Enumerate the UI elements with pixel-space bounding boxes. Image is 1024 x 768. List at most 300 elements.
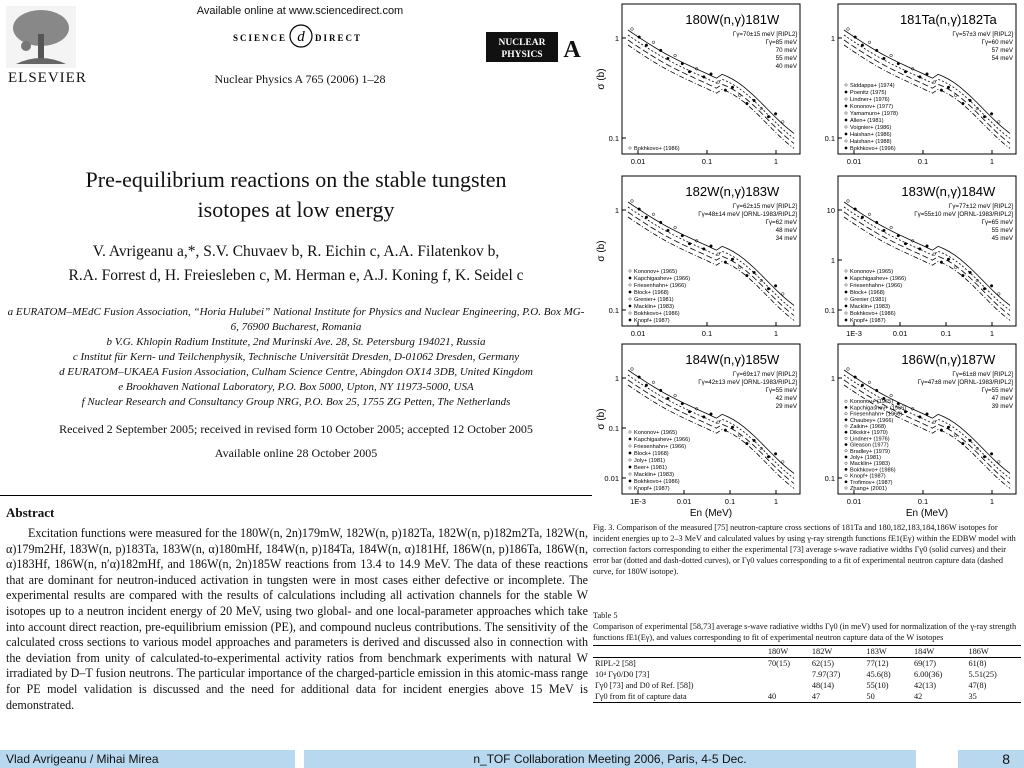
data-point — [983, 455, 986, 458]
data-point — [875, 221, 878, 224]
data-point — [904, 70, 907, 73]
data-point — [753, 99, 756, 102]
x-tick-label: 0.01 — [846, 157, 862, 166]
elsevier-tree-logo — [6, 6, 76, 68]
data-point — [738, 94, 741, 97]
experiment-legend-entry: Friesenhahn+ (1966) — [850, 411, 903, 418]
calculated-curve — [628, 40, 794, 143]
x-tick-label: 1 — [989, 497, 995, 506]
y-axis-label-row-1: σ (b) — [596, 68, 607, 90]
authors-line1: V. Avrigeanu a,*, S.V. Chuvaev b, R. Eichin c, A.A. Filatenkov b, — [92, 243, 500, 260]
data-point — [667, 397, 670, 400]
table-5-col-3: 183W — [864, 646, 912, 658]
experiment-legend-entry: Kononov+ (1965) — [634, 430, 678, 436]
data-point — [717, 421, 720, 424]
data-point — [883, 57, 886, 60]
journal-reference: Nuclear Physics A 765 (2006) 1–28 — [214, 72, 386, 86]
y-tick-label: 10 — [826, 206, 835, 215]
x-tick-label: 1 — [989, 157, 995, 166]
experiment-legend-entry: Friesenhahn+ (1966) — [634, 283, 687, 289]
data-point — [847, 200, 850, 203]
data-point — [638, 376, 641, 379]
x-tick-label: 0.1 — [701, 157, 713, 166]
x-tick-label: 1E-3 — [846, 329, 862, 338]
data-point — [926, 73, 929, 76]
experiment-legend-entry: Grenier (1981) — [850, 297, 887, 303]
data-point — [681, 62, 684, 65]
table-5-label: Table 5 — [593, 611, 618, 620]
gamma-legend-entry: Γγ=55 meV — [765, 387, 797, 394]
gamma-legend-entry: Γγ=48±14 meV [ORNL-1983/RIPL2] — [698, 211, 797, 218]
data-point — [724, 429, 727, 432]
table-5-col-2: 182W — [810, 646, 865, 658]
affiliation-e: e Brookhaven National Laboratory, P.O. Box 5000, Upton, NY 11973-5000, USA — [118, 381, 474, 393]
data-point — [638, 36, 641, 39]
affiliation-f: f Nuclear Research and Consultancy Group NRG, P.O. Box 25, 1755 ZG Petten, The Netherlands — [81, 396, 511, 408]
data-point — [933, 421, 936, 424]
gamma-legend-entry: 45 meV — [991, 235, 1013, 242]
experiment-legend-entry: Kononov+ (1965) — [850, 399, 894, 406]
data-point — [868, 381, 871, 384]
data-point — [674, 226, 677, 229]
paper-authors — [0, 240, 592, 288]
y-tick-label: 1 — [830, 34, 835, 43]
data-point — [645, 216, 648, 219]
data-point — [890, 394, 893, 397]
data-point — [890, 54, 893, 57]
table-5-col-4: 184W — [912, 646, 967, 658]
gamma-legend-entry: 55 meV — [775, 55, 797, 62]
experiment-legend-entry: Kononov+ (1965) — [634, 269, 678, 275]
table-5-col-1: 180W — [766, 646, 810, 658]
gamma-legend-entry: 57 meV — [991, 47, 1013, 54]
data-point — [940, 261, 943, 264]
data-point — [861, 44, 864, 47]
gamma-legend-entry: Γγ=55±10 meV [ORNL-1983/RIPL2] — [914, 211, 1013, 218]
data-point — [890, 226, 893, 229]
gamma-legend-entry: Γγ=85 meV — [765, 39, 797, 46]
data-point — [703, 416, 706, 419]
data-point — [774, 113, 777, 116]
x-tick-label: 1 — [773, 157, 779, 166]
y-tick-label: 0.1 — [824, 474, 835, 483]
experiment-legend-entry: Chaubey+ (1966) — [850, 417, 894, 424]
data-point — [688, 410, 691, 413]
experiment-legend-entry: Kapchigashev+ (1966) — [634, 437, 691, 443]
data-point — [674, 394, 677, 397]
panel-title: 180W(n,γ)181W — [685, 12, 780, 27]
data-point — [847, 368, 850, 371]
data-point — [854, 36, 857, 39]
available-online-date: Available online 28 October 2005 — [214, 446, 378, 460]
y-tick-label: 0.01 — [604, 474, 619, 483]
y-axis-label-row-2: σ (b) — [596, 240, 607, 262]
y-tick-label: 0.1 — [608, 424, 619, 433]
experiment-legend-entry: Kapchigashev+ (1966) — [850, 276, 907, 282]
gamma-legend-entry: Γγ=55 meV — [981, 387, 1013, 394]
experiment-legend-entry: Siddappa+ (1974) — [850, 83, 895, 89]
publisher-name: ELSEVIER — [8, 70, 87, 86]
experiment-legend-entry: Block+ (1968) — [634, 290, 669, 296]
paper-title — [0, 165, 592, 225]
data-point — [638, 208, 641, 211]
data-point — [954, 266, 957, 269]
received-dates: Received 2 September 2005; received in revised form 10 October 2005; accepted 12 October 2005 — [59, 422, 533, 436]
data-point — [703, 76, 706, 79]
data-point — [659, 49, 662, 52]
panel-title: 186W(n,γ)187W — [901, 352, 996, 367]
data-point — [674, 54, 677, 57]
table-5-header-row — [593, 646, 1021, 658]
data-point — [983, 115, 986, 118]
gamma-legend-entry: Γγ=57±3 meV [RIPL2] — [952, 31, 1013, 38]
calculated-curve — [628, 35, 794, 138]
data-point — [969, 99, 972, 102]
table-row: 10⁴ Γγ0/D0 [73] 7.97(37) 45.6(8) 6.00(36) 5.51(25) — [595, 670, 997, 679]
data-point — [681, 234, 684, 237]
table-5-col-0 — [593, 646, 766, 658]
experiment-legend-entry: Bradley+ (1979) — [850, 448, 890, 455]
data-point — [724, 261, 727, 264]
data-point — [738, 434, 741, 437]
gamma-legend-entry: 29 meV — [775, 403, 797, 410]
affiliation-a: a EURATOM–MEdC Fusion Association, “Horia Hulubei” National Institute for Physics and Nuclear Engineering, P.O. Box MG-6, 76900 Bucharest, Romania — [7, 306, 585, 333]
x-tick-label: 1E-3 — [630, 497, 646, 506]
experiment-legend-entry: Knopf+ (1987) — [850, 318, 886, 324]
experiment-legend-entry: Poenitz (1975) — [850, 90, 887, 96]
experiment-legend-entry: Macklin+ (1983) — [634, 472, 674, 478]
table-5-caption: Comparison of experimental [58,73] average s-wave radiative widths Γγ0 (in meV) used for normalization of the γ-ray strength functions fE1(Eγ), and values corresponding to fit of experimental neutron capture data of the W isotopes — [593, 622, 1017, 642]
x-tick-label: 0.1 — [917, 497, 929, 506]
data-point — [998, 293, 1001, 296]
data-point — [919, 416, 922, 419]
data-point — [652, 213, 655, 216]
gamma-legend-entry: Γγ=62 meV — [765, 219, 797, 226]
nuclear-physics-logo — [486, 30, 586, 64]
data-point — [998, 461, 1001, 464]
data-point — [710, 413, 713, 416]
experiment-legend-entry: Lindner+ (1976) — [850, 97, 890, 103]
experiment-legend-entry: Knopf+ (1987) — [634, 318, 670, 324]
data-point — [767, 287, 770, 290]
abstract-body: Excitation functions were measured for the 180W(n, 2n)179mW, 182W(n, p)182Ta, 182W(n, p)182m2Ta, 182W(n, α)179m2Hf, 183W(n, p)183Ta, 183W(n, α)180mHf, 184W(n, p)184Ta, 184W(n, α)181Hf, 186W(n, p)186Ta, 186W(n, α)183Hf, 186W(n, n′α)182mHf, and 186W(n, 2n)185W reactions from 13.4 to 14.9 MeV. The data of these reactions that are dominant for neutron-induced activation in tungsten were in most cases either defective or incomplete. The experimental results are compared with the results of calculations including all activation channels for the stable W isotopes up to a neutron incident energy of 20 MeV, using two global- and one local-parameter approaches which take into account direct reaction, pre-equilibrium emission (PE), and compound nucleus contributions. The sensitivity of the calculated cross sections to various model approaches and parameters is derived and discussed also in connection with the deviation from unity of calculated-to-experimental activity ratios from benchmark experiments with natural W irradiated by D–T fusion neutrons. The particular importance of the charged-particle emission in this atomic-mass range for PE model validation is discussed and the need for additional data for incident energies above 15 MeV is demonstrated. — [6, 526, 588, 712]
experiment-legend-entry: Yamamuro+ (1978) — [850, 111, 898, 117]
experiment-legend-entry: Voignier+ (1986) — [850, 125, 892, 131]
data-point — [919, 248, 922, 251]
authors-line2: R.A. Forrest d, H. Freiesleben c, M. Herman e, A.J. Koning f, K. Seidel c — [68, 267, 524, 284]
gamma-legend-entry: Γγ=69±17 meV [RIPL2] — [732, 371, 797, 378]
journal-header — [0, 0, 592, 90]
panel-4 — [825, 176, 1016, 338]
data-point — [724, 89, 727, 92]
data-point — [861, 384, 864, 387]
data-point — [753, 439, 756, 442]
y-tick-label: 1 — [830, 374, 835, 383]
data-point — [926, 245, 929, 248]
data-point — [782, 461, 785, 464]
experiment-legend-entry: Grenier+ (1981) — [634, 297, 674, 303]
experiment-legend-entry: Knopf+ (1987) — [850, 473, 886, 480]
data-point — [875, 49, 878, 52]
experiment-legend-entry: Zaikin+ (1968) — [850, 424, 886, 430]
table-row: RIPL-2 [58] 70(15) 62(15) 77(12) 69(17) 61(8) — [595, 659, 987, 668]
data-point — [854, 208, 857, 211]
gamma-legend-entry: Γγ=62±15 meV [RIPL2] — [732, 203, 797, 210]
gamma-legend-entry: Γγ=77±12 meV [RIPL2] — [948, 203, 1013, 210]
experiment-legend-entry: Bokhkovo+ (1986) — [634, 311, 680, 317]
data-point — [990, 285, 993, 288]
y-tick-label: 0.1 — [824, 306, 835, 315]
data-point — [897, 234, 900, 237]
data-point — [652, 381, 655, 384]
data-point — [969, 271, 972, 274]
data-point — [738, 266, 741, 269]
x-tick-label: 0.01 — [892, 329, 908, 338]
data-point — [962, 274, 965, 277]
data-point — [631, 200, 634, 203]
gamma-legend-entry: 54 meV — [991, 55, 1013, 62]
data-point — [631, 28, 634, 31]
experiment-legend-entry: Friesenhahn+ (1966) — [850, 283, 903, 289]
data-point — [710, 73, 713, 76]
gamma-legend-entry: 70 meV — [775, 47, 797, 54]
data-point — [659, 221, 662, 224]
experiment-legend-entry: Macklin+ (1983) — [850, 461, 890, 468]
data-point — [998, 121, 1001, 124]
np-logo-letter: A — [563, 37, 581, 63]
experiment-legend-entry: Friesenhahn+ (1966) — [634, 444, 687, 450]
x-tick-label: 1 — [773, 329, 779, 338]
data-point — [652, 41, 655, 44]
experiment-legend-entry: Haishan+ (1988) — [850, 139, 892, 145]
sd-science-text: SCIENCE — [232, 33, 287, 43]
data-point — [667, 229, 670, 232]
data-point — [947, 426, 950, 429]
paper-title-line2: isotopes at low energy — [197, 197, 395, 222]
data-point — [703, 248, 706, 251]
y-tick-label: 1 — [614, 374, 619, 383]
experiment-legend-entry: Beer+ (1981) — [634, 465, 667, 471]
x-tick-label: 1 — [989, 329, 995, 338]
experiment-legend-entry: Bokhkovo+ (1986) — [634, 146, 680, 152]
footer-page-number: 8 — [958, 750, 1024, 768]
x-tick-label: 0.1 — [701, 329, 713, 338]
sciencedirect-logo — [175, 22, 425, 50]
data-point — [847, 28, 850, 31]
data-point — [731, 258, 734, 261]
svg-text:d: d — [297, 29, 305, 45]
available-online-url: Available online at www.sciencedirect.com — [196, 5, 404, 17]
data-point — [947, 86, 950, 89]
data-point — [645, 44, 648, 47]
table-5-header — [593, 610, 1021, 643]
data-point — [631, 368, 634, 371]
experiment-legend-entry: Bokhkovo+ (1986) — [850, 467, 896, 474]
data-point — [940, 89, 943, 92]
y-tick-label: 0.1 — [608, 306, 619, 315]
table-5-col-5: 186W — [966, 646, 1021, 658]
abstract-text — [6, 526, 588, 713]
data-point — [746, 102, 749, 105]
data-point — [990, 453, 993, 456]
data-point — [731, 86, 734, 89]
y-axis-label-row-3: σ (b) — [596, 408, 607, 430]
affiliations — [4, 305, 588, 410]
affiliation-c: c Institut für Kern- und Teilchenphysik, Technische Universität Dresden, D-01062 Dresden, Germany — [72, 351, 520, 363]
data-point — [933, 253, 936, 256]
gamma-legend-entry: 39 meV — [991, 403, 1013, 410]
data-point — [933, 81, 936, 84]
experiment-legend-entry: Dikskir+ (1970) — [850, 430, 888, 437]
footer-meeting: n_TOF Collaboration Meeting 2006, Paris, 4-5 Dec. — [304, 750, 916, 768]
experiment-legend-entry: Block+ (1968) — [850, 290, 885, 296]
x-tick-label: 0.1 — [724, 497, 736, 506]
gamma-legend-entry: Γγ=42±13 meV [ORNL-1983/RIPL2] — [698, 379, 797, 386]
panel-3 — [609, 176, 800, 338]
data-point — [667, 57, 670, 60]
gamma-legend-entry: Γγ=65 meV — [981, 219, 1013, 226]
figure-3-caption: Fig. 3. Comparison of the measured [75] neutron-capture cross sections of 181Ta and 180,182,183,184,186W isotopes for incident energies up to 2–3 MeV and calculated values by using γ-ray strength functions fE1(Eγ) within the EDBW model with correction factors corresponding to either the experimental [73] average s-wave radiative widths Γγ0 (solid curves) and their error bar (dotted and dash-dotted curves), or Γγ0 values corresponding to a fit of experimental neutron capture data (dashed curve, for 180W isotope). — [593, 523, 1016, 576]
y-tick-label: 1 — [614, 206, 619, 215]
y-tick-label: 1 — [614, 34, 619, 43]
experiment-legend-entry: Trofimov+ (1987) — [850, 479, 893, 486]
experiment-legend-entry: Joly+ (1981) — [850, 455, 881, 461]
abstract-heading: Abstract — [6, 505, 55, 520]
experiment-legend-entry: Bokhkovo+ (1986) — [634, 479, 680, 485]
table-row: Γγ0 [73] and D0 of Ref. [58]) 48(14) 55(10) 42(13) 47(8) — [595, 681, 987, 690]
data-point — [904, 242, 907, 245]
data-point — [645, 384, 648, 387]
experiment-legend-entry: Macklin+ (1983) — [850, 304, 890, 310]
capture-cross-section-panels — [592, 0, 1024, 520]
experiment-legend-entry: Lindner+ (1976) — [850, 436, 890, 443]
gamma-legend-entry: 42 meV — [775, 395, 797, 402]
panel-5 — [604, 344, 800, 506]
gamma-legend-entry: Γγ=47±8 meV [ORNL-1983/RIPL2] — [917, 379, 1013, 386]
x-tick-label: 0.01 — [676, 497, 692, 506]
experiment-legend-entry: Gleason (1977) — [850, 442, 889, 449]
gamma-legend-entry: Γγ=60 meV — [981, 39, 1013, 46]
gamma-legend-entry: 47 meV — [991, 395, 1013, 402]
data-point — [940, 429, 943, 432]
data-point — [875, 389, 878, 392]
data-point — [954, 94, 957, 97]
x-tick-label: 0.1 — [917, 157, 929, 166]
x-axis-label-col-1: En (MeV) — [689, 508, 733, 519]
data-point — [681, 402, 684, 405]
gamma-legend-entry: 48 meV — [775, 227, 797, 234]
y-tick-label: 0.1 — [824, 134, 835, 143]
data-point — [990, 113, 993, 116]
data-point — [983, 287, 986, 290]
data-point — [767, 115, 770, 118]
experiment-legend-entry: Allen+ (1981) — [850, 118, 884, 124]
data-point — [688, 70, 691, 73]
data-point — [868, 213, 871, 216]
data-point — [919, 76, 922, 79]
data-point — [897, 62, 900, 65]
data-point — [659, 389, 662, 392]
data-point — [774, 453, 777, 456]
x-tick-label: 0.01 — [630, 157, 646, 166]
x-tick-label: 0.01 — [846, 497, 862, 506]
experiment-legend-entry: Bokhkovo+ (1986) — [850, 311, 896, 317]
data-point — [782, 293, 785, 296]
data-point — [883, 229, 886, 232]
data-point — [731, 426, 734, 429]
experiment-legend-entry: Block+ (1968) — [634, 451, 669, 457]
data-point — [926, 413, 929, 416]
y-tick-label: 0.1 — [608, 134, 619, 143]
experiment-legend-entry: Zhang+ (2001) — [850, 486, 887, 492]
data-point — [947, 258, 950, 261]
data-point — [717, 81, 720, 84]
experiment-legend-entry: Kapchigashev+ (1966) — [634, 276, 691, 282]
gamma-legend-entry: Γγ=61±8 meV [RIPL2] — [952, 371, 1013, 378]
panel-1 — [609, 4, 800, 166]
table-row: Γγ0 from fit of capture data 40 47 50 42 35 — [593, 691, 1021, 703]
affiliation-d: d EURATOM–UKAEA Fusion Association, Culham Science Centre, Abingdon OX14 3DB, United Kingdom — [59, 366, 533, 378]
x-tick-label: 0.1 — [940, 329, 952, 338]
data-point — [954, 434, 957, 437]
data-point — [753, 271, 756, 274]
data-point — [969, 439, 972, 442]
panel-6 — [825, 344, 1016, 506]
experiment-legend-entry: Kapchigashev+ (1966) — [850, 405, 907, 412]
gamma-legend-entry: 55 meV — [991, 227, 1013, 234]
panel-title: 181Ta(n,γ)182Ta — [899, 12, 997, 27]
panel-title: 183W(n,γ)184W — [901, 184, 996, 199]
y-tick-label: 1 — [830, 256, 835, 265]
data-point — [962, 442, 965, 445]
data-point — [767, 455, 770, 458]
experiment-legend-entry: Kononov+ (1965) — [850, 269, 894, 275]
data-point — [861, 216, 864, 219]
gamma-legend-entry: Γγ=70±15 meV [RIPL2] — [732, 31, 797, 38]
affiliation-b: b V.G. Khlopin Radium Institute, 2nd Murinski Ave. 28, St. Petersburg 194021, Russia — [106, 336, 486, 348]
data-point — [782, 121, 785, 124]
x-axis-label-col-2: En (MeV) — [905, 508, 949, 519]
gamma-legend-entry: 34 meV — [775, 235, 797, 242]
panel-title: 182W(n,γ)183W — [685, 184, 780, 199]
panel-title: 184W(n,γ)185W — [685, 352, 780, 367]
data-point — [746, 442, 749, 445]
data-point — [774, 285, 777, 288]
data-point — [746, 274, 749, 277]
footer-authors: Vlad Avrigeanu / Mihai Mirea — [0, 750, 295, 768]
data-point — [868, 41, 871, 44]
panel-2 — [825, 4, 1016, 166]
gamma-legend-entry: 40 meV — [775, 63, 797, 70]
calculated-curve — [628, 45, 794, 148]
data-point — [710, 245, 713, 248]
data-point — [962, 102, 965, 105]
experiment-legend-entry: Joly+ (1981) — [634, 458, 665, 464]
paper-title-line1: Pre-equilibrium reactions on the stable tungsten — [85, 167, 507, 192]
sd-direct-text: DIRECT — [315, 33, 363, 43]
table-5 — [593, 645, 1021, 703]
data-point — [717, 253, 720, 256]
experiment-legend-entry: Knopf+ (1987) — [634, 486, 670, 492]
data-point — [688, 242, 691, 245]
data-point — [854, 376, 857, 379]
np-logo-line2: PHYSICS — [501, 50, 543, 60]
np-logo-line1: NUCLEAR — [498, 38, 546, 48]
abstract-divider — [0, 495, 592, 496]
experiment-legend-entry: Bokhkovo+ (1996) — [850, 146, 896, 152]
x-tick-label: 0.01 — [630, 329, 646, 338]
experiment-legend-entry: Haishan+ (1986) — [850, 132, 892, 138]
